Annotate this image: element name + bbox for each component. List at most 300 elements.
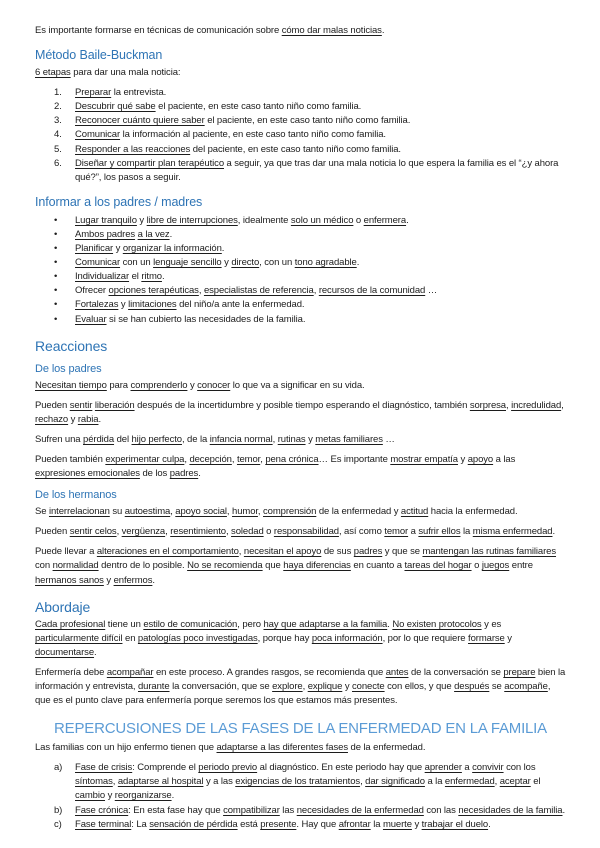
underlined-text-run: patologías poco investigadas — [137, 632, 258, 644]
text-run: , que es el punto clave para enfermería porque seremos los que estamos más presentes. — [35, 681, 551, 707]
text-run: : En esta fase hay que — [128, 804, 224, 816]
underlined-text-run: tareas del hogar — [404, 560, 472, 572]
text-run: que — [262, 560, 284, 572]
heading-metodo-baile-buckman: Método Baile-Buckman — [35, 48, 163, 63]
text-run: Enfermería debe — [35, 666, 107, 678]
text-run: Las familias con un hijo enfermo tienen que — [35, 742, 217, 754]
text-run: . — [94, 646, 97, 658]
text-run: , pero — [237, 618, 264, 630]
underlined-text-run: apoyo social — [175, 506, 227, 518]
list-item-text — [75, 298, 566, 312]
repercusiones-lead-paragraph — [35, 741, 566, 755]
text-run: está — [237, 818, 261, 830]
underlined-text-run: humor — [232, 506, 258, 518]
text-run: . — [406, 214, 409, 226]
list-number: 2. — [54, 101, 62, 113]
list-item — [54, 86, 566, 100]
underlined-text-run: incredulidad — [511, 399, 562, 411]
underlined-text-run: cambio — [75, 790, 106, 802]
text-run: en este proceso. A grandes rasgos, se recomienda que — [153, 666, 386, 678]
underlined-text-run: tono agradable — [294, 257, 357, 269]
text-run: o — [471, 560, 482, 572]
underlined-text-run: ritmo — [141, 271, 162, 283]
text-run: . — [171, 790, 175, 802]
underlined-text-run: 6 etapas — [35, 67, 71, 79]
underlined-text-run: hijo perfecto — [131, 433, 182, 445]
text-run: . — [381, 25, 385, 36]
text-run: y — [113, 243, 123, 255]
bullet-icon: • — [54, 214, 58, 226]
underlined-text-run: expresiones emocionales — [35, 468, 140, 480]
text-run: , — [506, 399, 512, 411]
underlined-text-run: Lugar tranquilo — [75, 214, 137, 226]
text-run: y — [504, 632, 512, 644]
text-run: de la enfermedad. — [347, 742, 426, 754]
text-run: de la enfermedad y — [316, 506, 401, 518]
text-run: Se — [35, 506, 49, 518]
underlined-text-run: explique — [307, 681, 343, 692]
text-run: Es importante formarse en técnicas de comunicación sobre — [35, 25, 282, 36]
underlined-text-run: apoyo — [467, 453, 494, 465]
underlined-text-run: libre de interrupciones — [146, 214, 238, 226]
underlined-text-run: necesitan el apoyo — [243, 546, 322, 558]
bullet-list-informar — [54, 214, 566, 327]
list-item-text — [75, 100, 566, 114]
list-item-text — [75, 818, 566, 832]
padres-paragraph — [35, 399, 566, 427]
text-run: , porque hay — [257, 632, 312, 644]
underlined-text-run: adaptarse a las diferentes fases — [216, 742, 348, 754]
list-item-text — [75, 242, 566, 256]
underlined-text-run: actitud — [400, 506, 429, 518]
underlined-text-run: Ambos padres — [75, 228, 136, 240]
text-run: , así como — [338, 526, 385, 538]
text-run: y — [103, 574, 114, 586]
underlined-text-run: metas familiares — [315, 433, 383, 445]
text-run: el — [530, 776, 541, 788]
text-run: y — [457, 453, 468, 465]
text-run: . — [562, 804, 566, 816]
text-run: tiene un — [105, 618, 144, 630]
list-item — [54, 114, 566, 128]
text-run: y — [187, 379, 198, 391]
bullet-icon: • — [54, 313, 58, 325]
list-item — [54, 128, 566, 142]
text-run: , idealmente — [237, 214, 291, 226]
underlined-text-run: mostrar empatía — [390, 453, 458, 465]
text-run: , de la — [181, 433, 210, 445]
underlined-text-run: síntomas — [75, 776, 113, 788]
underlined-text-run: No se recomienda — [187, 560, 263, 572]
text-run: y — [221, 257, 232, 269]
list-item — [54, 804, 566, 818]
bullet-icon: • — [54, 299, 58, 311]
text-run: para dar una mala noticia: — [70, 67, 181, 79]
list-item — [54, 313, 566, 327]
text-run: , — [313, 285, 319, 297]
underlined-text-run: temor — [384, 526, 409, 538]
text-run: , — [302, 681, 308, 692]
text-run: la información al paciente, en este caso tanto niño como familia. — [120, 129, 386, 141]
text-run: . — [488, 818, 491, 830]
underlined-text-run: experimentar culpa — [105, 453, 185, 465]
text-run: a — [408, 526, 419, 538]
underlined-text-run: prepare — [503, 666, 536, 678]
metodo-lead-paragraph — [35, 66, 566, 80]
underlined-text-run: opciones terapéuticas — [108, 285, 199, 297]
text-run: en cuanto a — [350, 560, 405, 572]
underlined-text-run: Fortalezas — [75, 299, 119, 311]
underlined-text-run: conecte — [352, 681, 385, 692]
text-run: . — [98, 413, 102, 425]
list-item-text — [75, 761, 566, 803]
underlined-text-run: directo — [231, 257, 260, 269]
numbered-list-steps — [54, 86, 566, 185]
list-item — [54, 100, 566, 114]
underlined-text-run: documentarse — [35, 646, 95, 658]
underlined-text-run: convivir — [472, 762, 504, 774]
list-item — [54, 157, 566, 185]
underlined-text-run: exigencias de los tratamientos — [235, 776, 361, 788]
underlined-text-run: aprender — [424, 762, 462, 774]
text-run: con — [35, 560, 53, 572]
underlined-text-run: necesidades de la enfermedad — [296, 804, 424, 816]
text-run: Pueden — [35, 399, 70, 411]
underlined-text-run: aceptar — [499, 776, 531, 788]
text-run: a la — [424, 776, 445, 788]
list-item-text — [75, 313, 566, 327]
text-run: y — [411, 818, 422, 830]
bullet-icon: • — [54, 257, 58, 269]
underlined-text-run: dar significado — [365, 776, 425, 788]
text-run: , — [257, 506, 264, 518]
underlined-text-run: sorpresa — [469, 399, 506, 411]
bullet-icon: • — [54, 228, 58, 240]
underlined-text-run: Descubrir qué sabe — [75, 101, 156, 113]
underlined-text-run: rutinas — [277, 433, 306, 445]
text-run: su — [109, 506, 125, 518]
underlined-text-run: Fase terminal — [75, 818, 132, 830]
bullet-icon: • — [54, 243, 58, 255]
text-run: , por lo que requiere — [382, 632, 469, 644]
underlined-text-run: sentir — [69, 399, 93, 411]
underlined-text-run: normalidad — [52, 560, 99, 572]
list-item-text — [75, 157, 566, 185]
list-item — [54, 818, 566, 832]
text-run: y — [342, 681, 353, 692]
underlined-text-run: solo un médico — [290, 214, 354, 226]
list-item-text — [75, 228, 566, 242]
text-run: a — [461, 762, 473, 774]
underlined-text-run: lenguaje sencillo — [153, 257, 222, 269]
hermanos-paragraph — [35, 545, 566, 587]
list-item-text — [75, 114, 566, 128]
text-run: o — [353, 214, 364, 226]
underlined-text-run: autoestima — [124, 506, 171, 518]
underlined-text-run: responsabilidad — [273, 526, 339, 538]
underlined-text-run: muerte — [382, 818, 412, 830]
text-run: : Comprende el — [132, 762, 199, 774]
text-run: , — [272, 433, 278, 445]
underlined-text-run: a la vez — [137, 228, 170, 240]
underlined-text-run: antes — [385, 666, 409, 678]
underlined-text-run: Reconocer cuánto quiere saber — [75, 115, 205, 127]
underlined-text-run: acompañe — [504, 681, 548, 692]
text-run: hacia la enfermedad. — [428, 506, 518, 518]
underlined-text-run: presente — [260, 818, 297, 830]
text-run: el — [129, 271, 142, 283]
underlined-text-run: soledad — [231, 526, 264, 538]
lettered-list-fases — [54, 761, 566, 831]
text-run: , — [225, 526, 232, 538]
heading-reacciones: Reacciones — [35, 337, 108, 354]
text-run: con los — [503, 762, 536, 774]
text-run: . — [198, 468, 201, 480]
underlined-text-run: después — [454, 681, 490, 692]
text-run: Pueden también — [35, 453, 106, 465]
underlined-text-run: enfermos — [113, 574, 153, 586]
list-item — [54, 270, 566, 284]
underlined-text-run: particularmente difícil — [35, 632, 123, 644]
text-run: dentro de lo posible. — [98, 560, 188, 572]
text-run: y — [118, 299, 129, 311]
list-number: 6. — [54, 157, 62, 169]
text-run: la — [370, 818, 383, 830]
text-run: con un — [120, 257, 154, 269]
text-run: bien la información y entrevista, — [35, 666, 566, 692]
text-run: y — [305, 433, 316, 445]
text-run: Puede llevar a — [35, 546, 97, 558]
text-run: y a las — [203, 776, 236, 788]
underlined-text-run: Fase crónica — [75, 804, 129, 816]
text-run: , — [198, 285, 204, 297]
underlined-text-run: periodo previo — [198, 762, 258, 774]
text-run: , — [226, 506, 233, 518]
underlined-text-run: comprensión — [263, 506, 317, 518]
underlined-text-run: formarse — [468, 632, 505, 644]
underlined-text-run: adaptarse al hospital — [117, 776, 204, 788]
abordaje-paragraph — [35, 618, 566, 660]
text-run: de los — [139, 468, 170, 480]
underlined-text-run: liberación — [94, 399, 135, 411]
text-run: o — [263, 526, 274, 538]
underlined-text-run: sensación de pérdida — [149, 818, 238, 830]
underlined-text-run: haya diferencias — [283, 560, 351, 572]
underlined-text-run: vergüenza — [121, 526, 166, 538]
intro-paragraph — [35, 24, 566, 38]
underlined-text-run: enfermedad — [444, 776, 495, 788]
underlined-text-run: rabia — [77, 413, 99, 425]
padres-paragraph — [35, 453, 566, 481]
text-run: y — [136, 214, 147, 226]
underlined-text-run: juegos — [481, 560, 510, 572]
text-run: . — [387, 618, 393, 630]
underlined-text-run: cómo dar malas noticias — [281, 25, 382, 36]
list-item — [54, 228, 566, 242]
underlined-text-run: trabajar el duelo — [421, 818, 489, 830]
text-run: . — [356, 257, 360, 269]
text-run: entre — [509, 560, 533, 572]
underlined-text-run: infancia normal — [209, 433, 273, 445]
underlined-text-run: temor — [236, 453, 261, 465]
list-item — [54, 761, 566, 803]
underlined-text-run: limitaciones — [128, 299, 177, 311]
text-run: , — [170, 506, 176, 518]
list-item-text — [75, 128, 566, 142]
underlined-text-run: estilo de comunicación — [143, 618, 238, 630]
text-run: del paciente, en este caso tanto niño como familia. — [190, 143, 401, 155]
text-run: la — [460, 526, 473, 538]
text-run: y es — [481, 618, 502, 630]
underlined-text-run: Planificar — [75, 243, 114, 255]
list-item — [54, 284, 566, 298]
list-number: 3. — [54, 115, 62, 127]
underlined-text-run: recursos de la comunidad — [318, 285, 426, 297]
list-number: 5. — [54, 143, 62, 155]
document-title-repercusiones: REPERCUSIONES DE LAS FASES DE LA ENFERMEDAD EN LA FAMILIA — [54, 720, 547, 738]
text-run: la entrevista. — [111, 87, 167, 99]
text-run: después de la incertidumbre y posible tiempo esperando el diagnóstico, también — [134, 399, 470, 411]
text-run: al diagnóstico. En este periodo hay que — [257, 762, 425, 774]
list-item-text — [75, 143, 566, 157]
text-run: del — [114, 433, 132, 445]
heading-de-los-padres: De los padres — [35, 362, 102, 375]
text-run: Pueden — [35, 526, 70, 538]
list-item-text — [75, 284, 566, 298]
underlined-text-run: hay que adaptarse a la familia — [263, 618, 388, 630]
text-run: , — [116, 526, 122, 538]
underlined-text-run: sufrir ellos — [418, 526, 461, 538]
list-letter: b) — [54, 804, 63, 816]
underlined-text-run: reorganizarse — [114, 790, 172, 802]
bullet-icon: • — [54, 285, 58, 297]
padres-paragraph — [35, 379, 566, 393]
text-run: . — [169, 228, 173, 240]
underlined-text-run: decepción — [189, 453, 232, 465]
text-run: , — [360, 776, 366, 788]
text-run: , — [112, 776, 118, 788]
list-item — [54, 143, 566, 157]
text-run: . — [152, 574, 155, 586]
text-run: , — [561, 399, 564, 411]
text-run: la conversación, que se — [169, 681, 273, 692]
underlined-text-run: durante — [138, 681, 170, 692]
list-item — [54, 242, 566, 256]
text-run: a seguir, ya que tras dar una mala noticia lo que espera la familia es el “¿y ahora qué?”, los pasos a seguir. — [75, 157, 559, 183]
abordaje-paragraph — [35, 666, 566, 708]
text-run: . — [552, 526, 556, 538]
text-run: , — [231, 453, 237, 465]
underlined-text-run: Fase de crisis — [75, 762, 133, 774]
text-run: de sus — [321, 546, 354, 558]
text-run: con ellos, y que — [384, 681, 455, 692]
underlined-text-run: explore — [272, 681, 303, 692]
text-run: . — [221, 243, 225, 255]
underlined-text-run: hermanos sanos — [35, 574, 104, 586]
underlined-text-run: resentimiento — [170, 526, 226, 538]
underlined-text-run: rechazo — [35, 413, 69, 425]
underlined-text-run: especialistas de referencia — [203, 285, 314, 297]
underlined-text-run: necesidades de la familia — [458, 804, 563, 816]
text-run: Ofrecer — [75, 285, 109, 297]
text-run: , — [165, 526, 171, 538]
text-run: y que se — [382, 546, 423, 558]
underlined-text-run: afrontar — [338, 818, 371, 830]
hermanos-paragraph — [35, 525, 566, 539]
underlined-text-run: enfermera — [363, 214, 407, 226]
heading-informar-padres: Informar a los padres / madres — [35, 194, 203, 209]
list-number: 1. — [54, 87, 62, 99]
text-run: … Es importante — [318, 453, 391, 465]
underlined-text-run: alteraciones en el comportamiento — [96, 546, 239, 558]
underlined-text-run: Comunicar — [75, 129, 121, 141]
text-run: , — [184, 453, 190, 465]
list-item — [54, 256, 566, 270]
list-item-text — [75, 270, 566, 284]
hermanos-paragraph — [35, 505, 566, 519]
underlined-text-run: padres — [353, 546, 383, 558]
text-run: en — [122, 632, 138, 644]
list-item-text — [75, 804, 566, 818]
underlined-text-run: compatibilizar — [223, 804, 280, 816]
text-run: las — [279, 804, 297, 816]
underlined-text-run: pérdida — [83, 433, 115, 445]
list-item — [54, 214, 566, 228]
text-run: lo que va a significar en su vida. — [230, 379, 365, 391]
text-run: el paciente, en este caso tanto niño como familia. — [155, 101, 362, 113]
underlined-text-run: Cada profesional — [35, 618, 106, 630]
underlined-text-run: conocer — [197, 379, 231, 391]
bullet-icon: • — [54, 271, 58, 283]
text-run: , — [260, 453, 266, 465]
underlined-text-run: sentir celos — [69, 526, 117, 538]
list-letter: c) — [54, 818, 62, 830]
underlined-text-run: Necesitan tiempo — [35, 379, 107, 391]
text-run: : La — [131, 818, 150, 830]
text-run: y — [105, 790, 115, 802]
underlined-text-run: padres — [169, 468, 199, 480]
list-number: 4. — [54, 129, 62, 141]
heading-de-los-hermanos: De los hermanos — [35, 489, 117, 502]
text-run: con las — [423, 804, 459, 816]
underlined-text-run: Individualizar — [75, 271, 130, 283]
underlined-text-run: comprenderlo — [130, 379, 188, 391]
text-run: , — [238, 546, 244, 558]
underlined-text-run: pena crónica — [265, 453, 319, 465]
text-run: … — [425, 285, 438, 297]
text-run: y — [68, 413, 78, 425]
text-run: . Hay que — [296, 818, 339, 830]
padres-paragraph — [35, 433, 566, 447]
underlined-text-run: Responder a las reacciones — [75, 143, 191, 155]
underlined-text-run: mantengan las rutinas familiares — [422, 546, 557, 558]
underlined-text-run: acompañar — [106, 666, 154, 678]
text-run: para — [106, 379, 131, 391]
list-item-text — [75, 214, 566, 228]
text-run: … — [382, 433, 395, 445]
underlined-text-run: No existen protocolos — [392, 618, 482, 630]
underlined-text-run: misma enfermedad — [472, 526, 553, 538]
text-run: el paciente, en este caso tanto niño como familia. — [204, 115, 411, 127]
text-run: del niño/a ante la enfermedad. — [176, 299, 305, 311]
underlined-text-run: interrelacionan — [48, 506, 110, 518]
list-item — [54, 298, 566, 312]
underlined-text-run: Preparar — [75, 87, 112, 99]
underlined-text-run: poca información — [311, 632, 383, 644]
text-run: a las — [493, 453, 516, 465]
text-run: Sufren una — [35, 433, 84, 445]
list-item-text — [75, 256, 566, 270]
